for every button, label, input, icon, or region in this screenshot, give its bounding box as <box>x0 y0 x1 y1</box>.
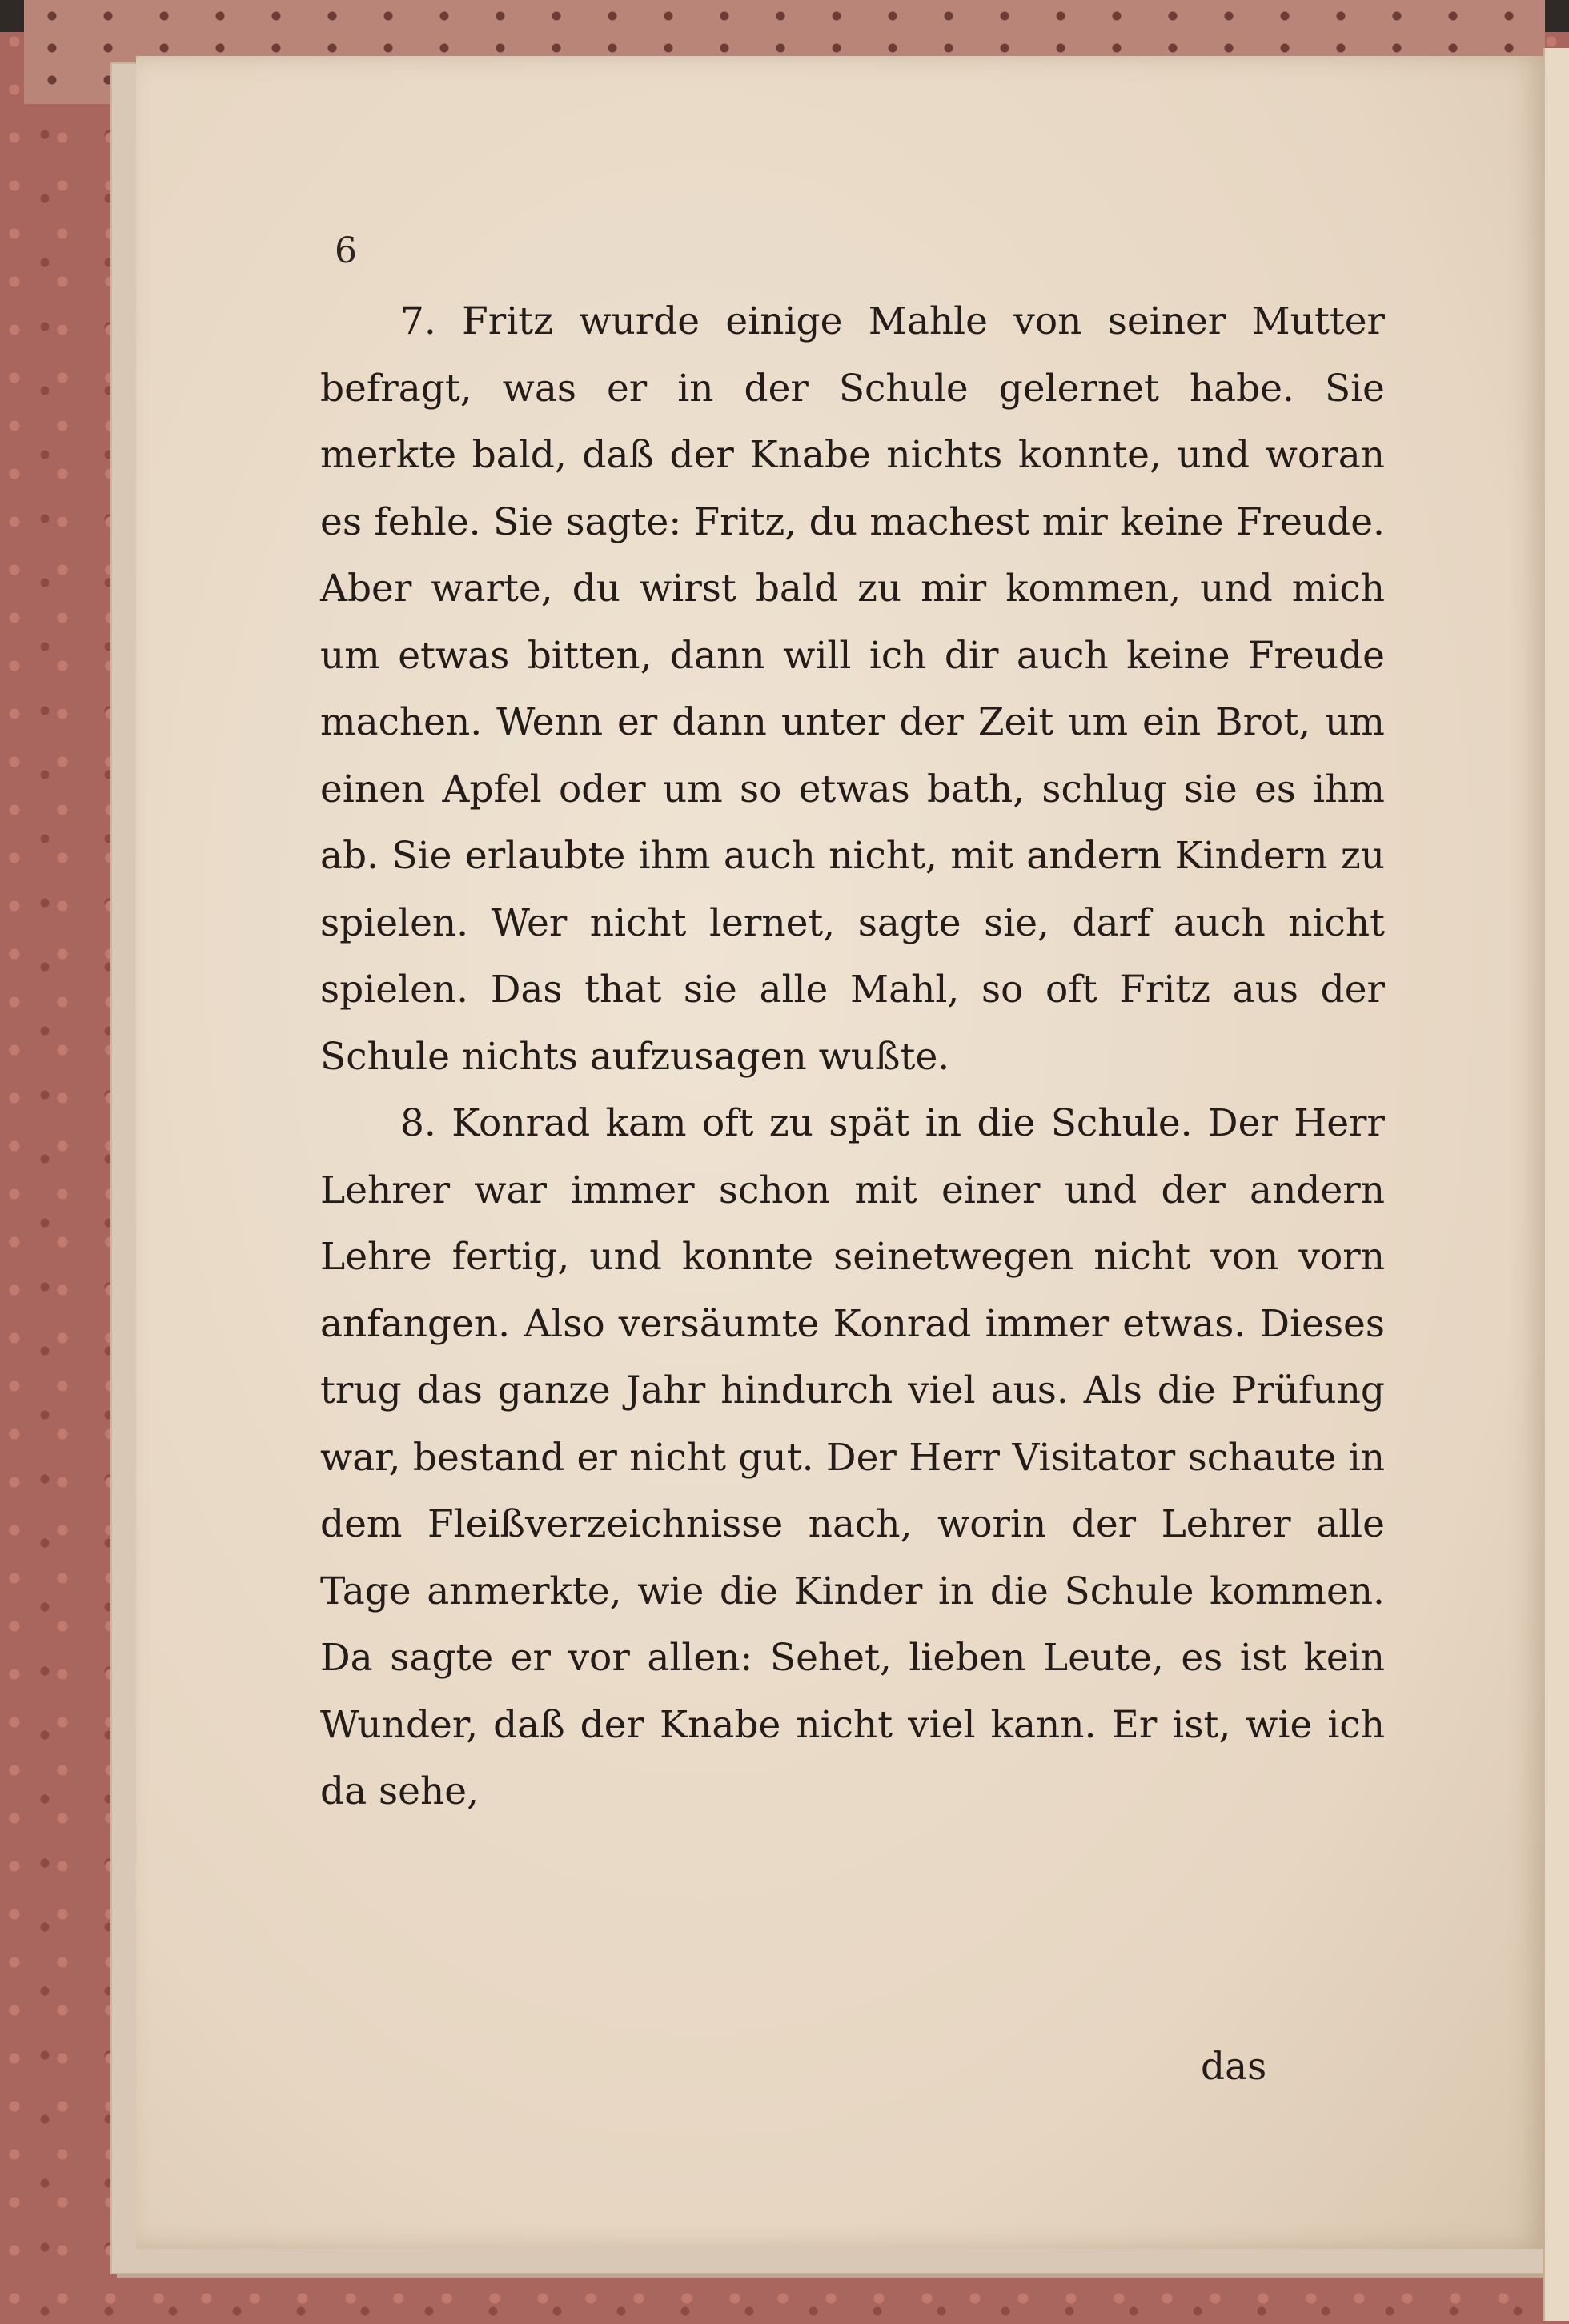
page-text <box>320 288 1385 1825</box>
page-number: 6 <box>335 230 357 271</box>
paragraph-8: 8. Konrad kam oft zu spät in die Schule. Der Herr Lehrer war immer schon mit einer und der andern Lehre fertig, und konnte seinetwegen nicht von vorn anfangen. Also versäumte Konrad immer etwas. Dieses trug das ganze Jahr hindurch viel aus. Als die Prüfung war, bestand er nicht gut. Der Herr Visitator schaute in dem Fleißverzeichnisse nach, worin der Lehrer alle Tage anmerkte, wie die Kinder in die Schule kommen. Da sagte er vor allen: Sehet, lieben Leute, es ist kein Wunder, daß der Knabe nicht viel kann. Er ist, wie ich da sehe, <box>320 1101 1385 1813</box>
paragraph-7: 7. Fritz wurde einige Mahle von seiner Mutter befragt, was er in der Schule gelernet habe. Sie merkte bald, daß der Knabe nichts konnte, und woran es fehle. Sie sagte: Fritz, du machest mir keine Freude. Aber warte, du wirst bald zu mir kommen, und mich um etwas bitten, dann will ich dir auch keine Freude machen. Wenn er dann unter der Zeit um ein Brot, um einen Apfel oder um so etwas bath, schlug sie es ihm ab. Sie erlaubte ihm auch nicht, mit andern Kindern zu spielen. Wer nicht lernet, sagte sie, darf auch nicht spielen. Das that sie alle Mahl, so oft Fritz aus der Schule nichts aufzusagen wußte. <box>320 299 1385 1079</box>
facing-page-edge <box>1543 48 1569 2321</box>
catchword: das <box>1201 2045 1267 2089</box>
